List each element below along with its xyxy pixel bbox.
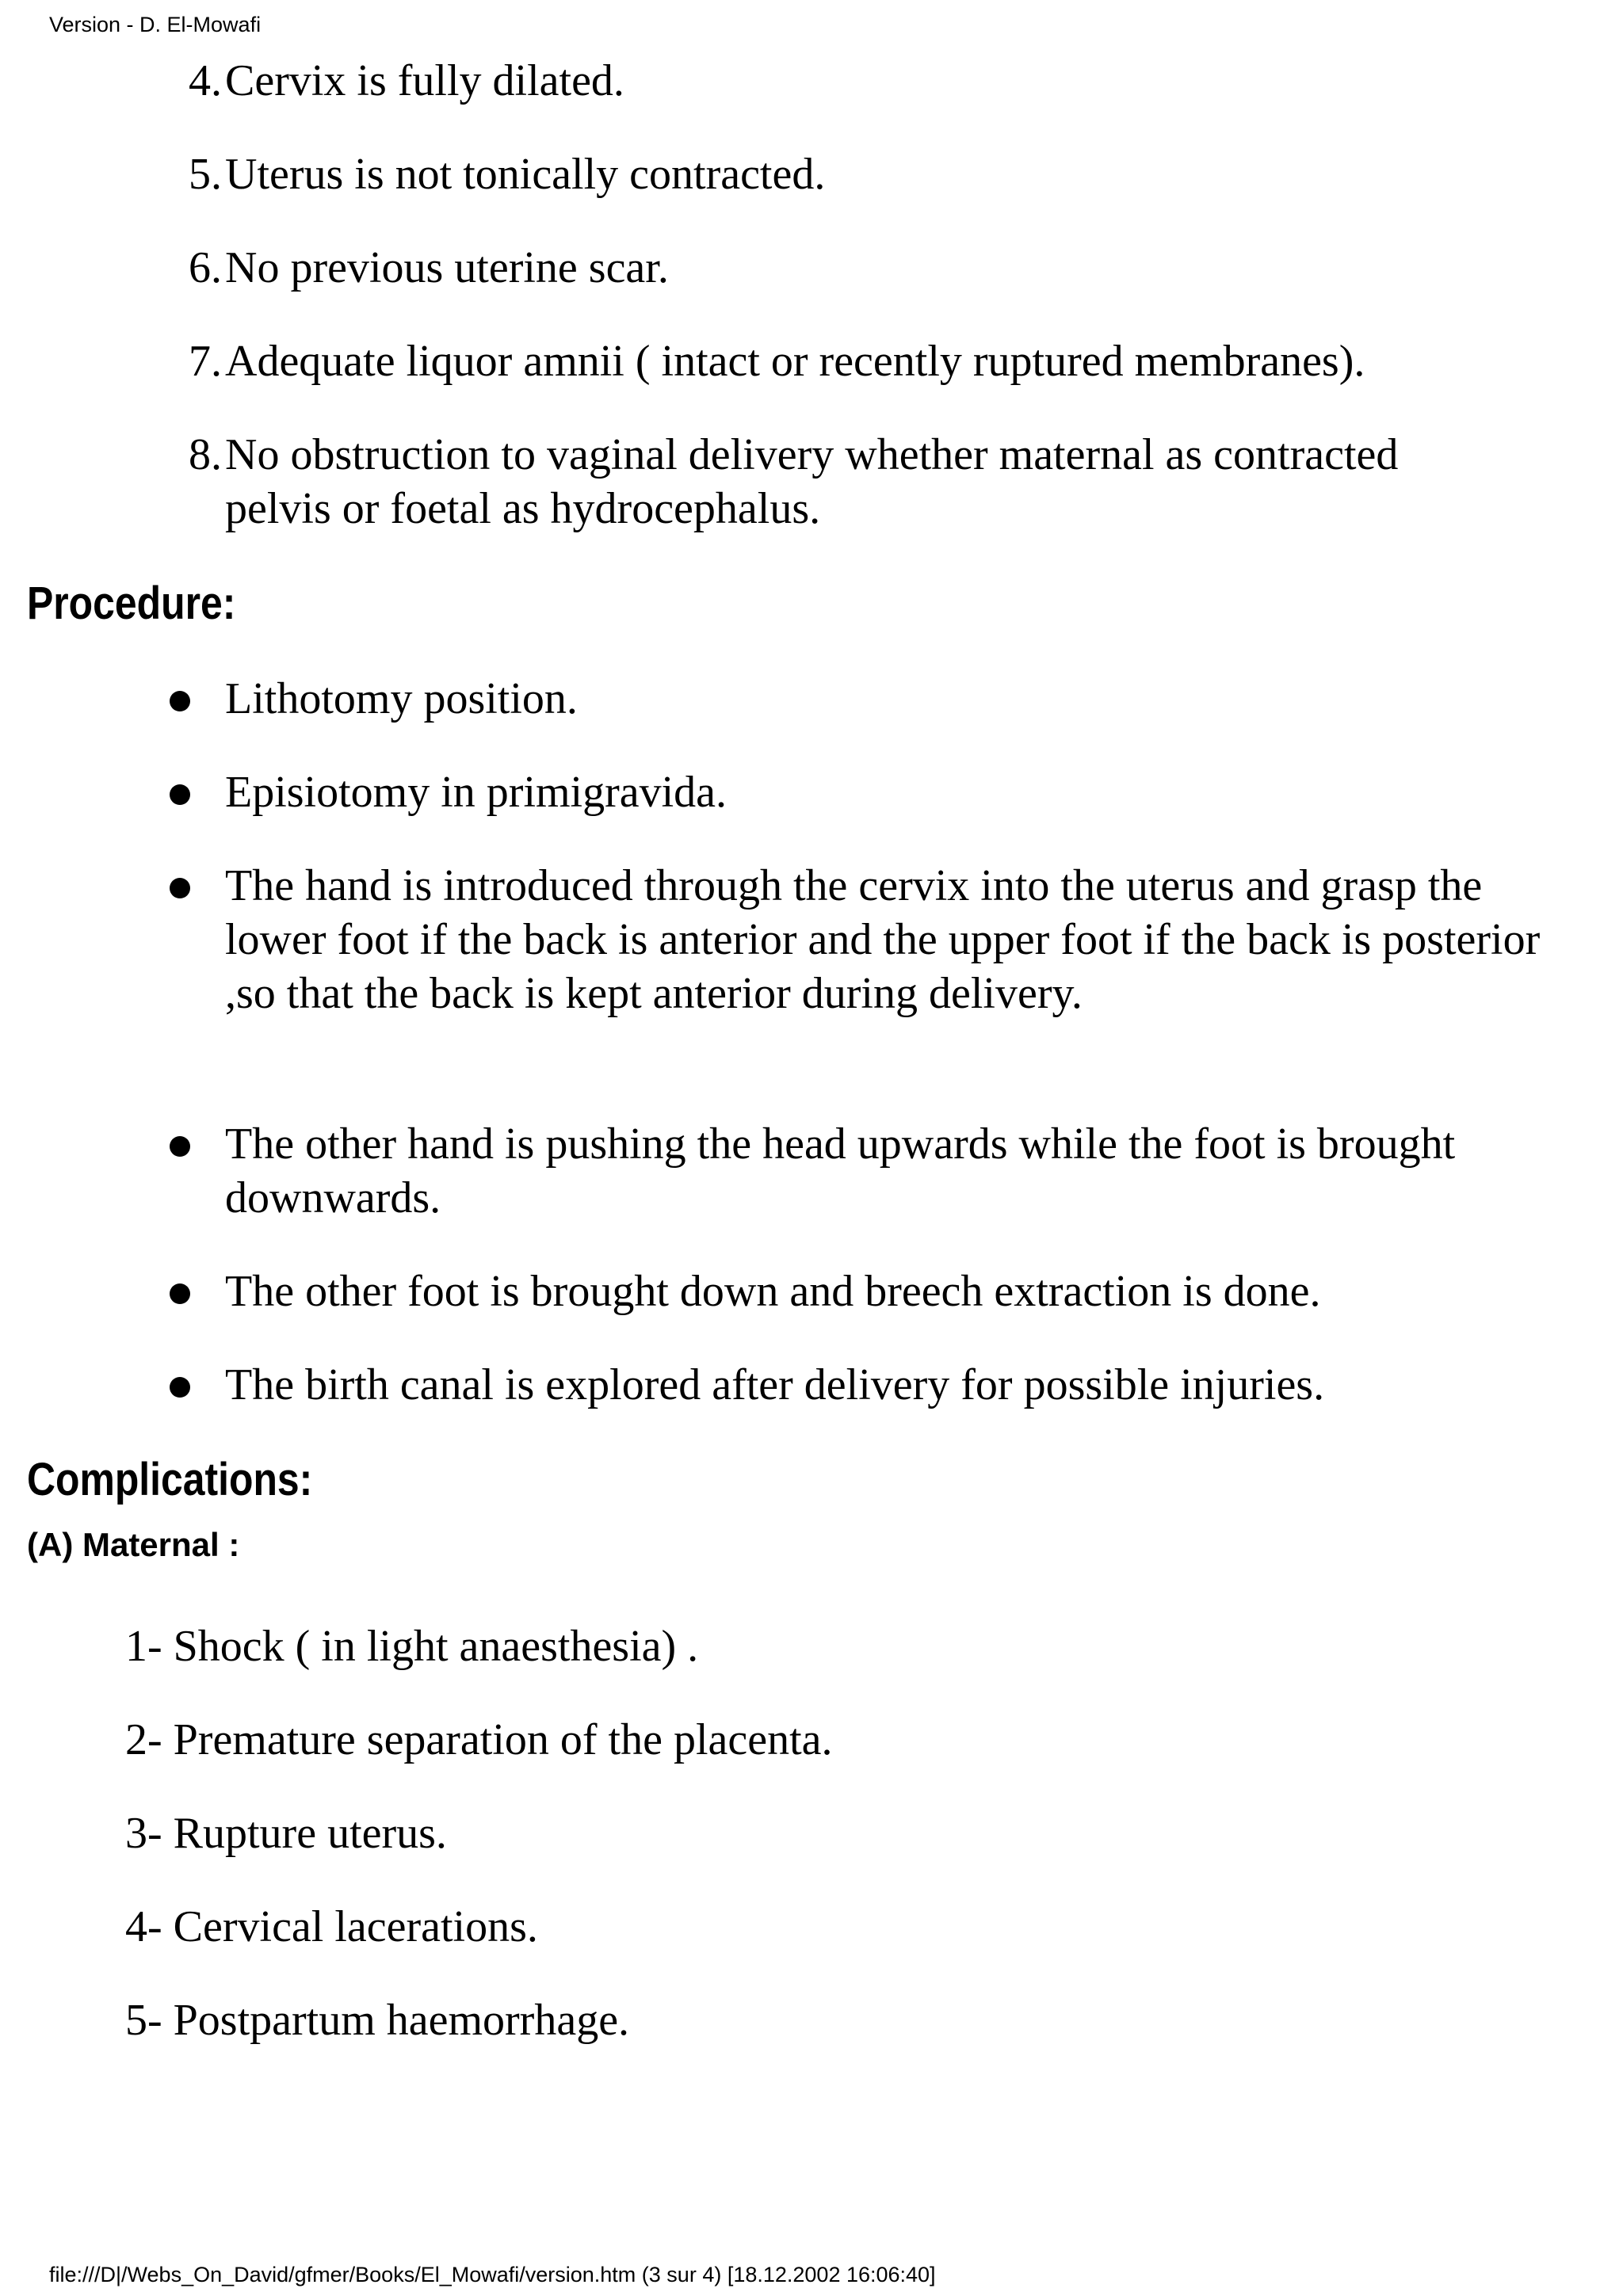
item-text: Adequate liquor amnii ( intact or recently ruptured membranes). xyxy=(225,337,1365,386)
item-number: 5. xyxy=(189,150,222,199)
list-item: 3- Rupture uterus. xyxy=(125,1809,447,1858)
item-number: 7. xyxy=(189,337,222,386)
bullet-icon xyxy=(170,878,190,898)
item-text: Episiotomy in primigravida. xyxy=(225,768,727,817)
item-text: The hand is introduced through the cervix into the uterus and grasp the lower foot if the back is anterior and the upper foot if the back is posterior ,so that the back is kept anterior during delivery. xyxy=(225,861,1541,1018)
item-text: Cervix is fully dilated. xyxy=(225,56,624,105)
list-item: 1- Shock ( in light anaesthesia) . xyxy=(125,1622,699,1671)
list-item: 4- Cervical lacerations. xyxy=(125,1902,538,1951)
bullet-icon xyxy=(170,784,190,805)
list-item: 5- Postpartum haemorrhage. xyxy=(125,1996,630,2045)
procedure-heading: Procedure: xyxy=(27,578,236,629)
item-number: 6. xyxy=(189,243,222,292)
item-text: The birth canal is explored after delivery for possible injuries. xyxy=(225,1360,1325,1409)
page-footer: file:///D|/Webs_On_David/gfmer/Books/El_Mowafi/version.htm (3 sur 4) [18.12.2002 16:06:40] xyxy=(49,2263,936,2286)
maternal-subheading: (A) Maternal : xyxy=(27,1526,240,1563)
complications-heading: Complications: xyxy=(27,1454,313,1505)
item-text: The other hand is pushing the head upwards while the foot is brought downwards. xyxy=(225,1119,1456,1222)
page-header: Version - D. El-Mowafi xyxy=(49,13,262,36)
bullet-icon xyxy=(170,1377,190,1398)
item-number: 4. xyxy=(189,56,222,105)
bullet-icon xyxy=(170,1283,190,1304)
bullet-icon xyxy=(170,691,190,711)
item-text: Uterus is not tonically contracted. xyxy=(225,150,826,199)
item-text: No obstruction to vaginal delivery whether maternal as contracted pelvis or foetal as hydrocephalus. xyxy=(225,430,1399,533)
list-item: 2- Premature separation of the placenta. xyxy=(125,1715,833,1764)
bullet-icon xyxy=(170,1136,190,1157)
item-text: Lithotomy position. xyxy=(225,674,578,723)
item-text: The other foot is brought down and breech extraction is done. xyxy=(225,1267,1321,1316)
item-number: 8. xyxy=(189,430,222,479)
item-text: No previous uterine scar. xyxy=(225,243,669,292)
